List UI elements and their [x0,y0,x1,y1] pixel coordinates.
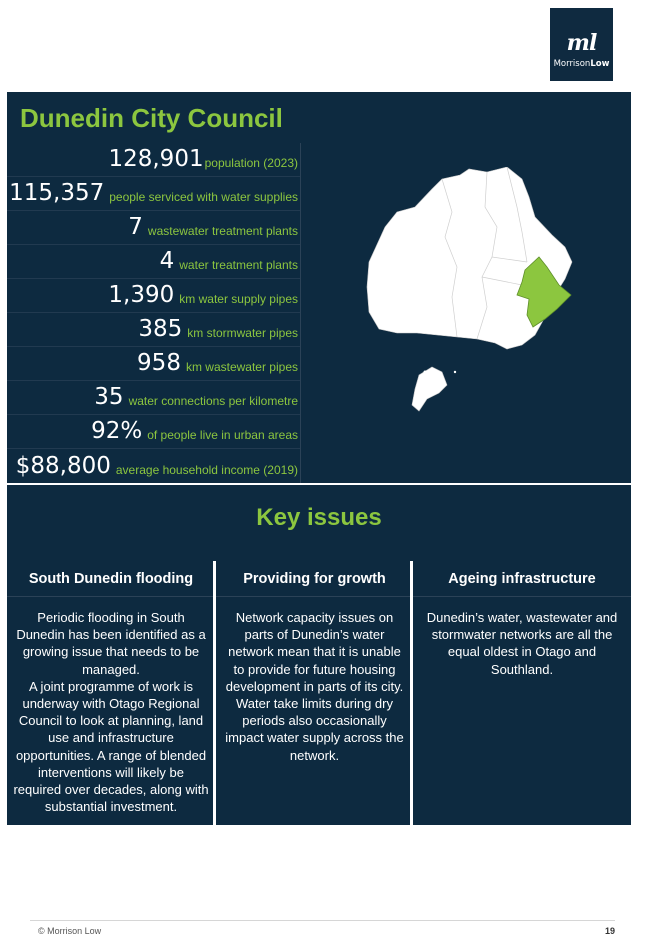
issue-column-flooding [7,561,215,825]
stat-label: people serviced with water supplies [109,190,298,204]
stat-label: km wastewater pipes [185,360,298,374]
issue-heading: Ageing infrastructure [413,561,631,597]
copyright-text: © Morrison Low [38,926,102,936]
logo-wordmark: MorrisonLow [553,59,610,69]
stat-value: 385 [138,316,183,342]
islet [454,371,456,373]
issue-paragraph: A joint programme of work is underway with Otago Regional Council to look at planning, land use and infrastructure opportunities. A range of blended interventions will likely be required over decades, along with substantial investment. [13,678,209,815]
stat-value: 35 [94,384,124,410]
stat-label: water treatment plants [179,258,298,272]
stat-label: population (2023) [204,156,298,170]
stat-row [7,347,300,381]
stat-row [7,279,300,313]
logo-mark: ml [566,30,597,56]
stat-row [7,211,300,245]
issues-grid [7,561,631,825]
issue-body [216,597,413,764]
key-issues-panel [7,485,631,825]
stat-row [7,313,300,347]
issue-body [413,597,631,678]
key-issues-title: Key issues [256,504,382,531]
stat-value: 7 [128,214,143,240]
dunedin-region-map [357,167,587,417]
issue-column-ageing [410,561,631,825]
stat-row [7,381,300,415]
council-overview-panel [7,92,631,483]
stat-value: 1,390 [108,282,175,308]
page-footer [30,920,615,936]
page-number: 19 [604,926,615,936]
issue-body [7,597,215,815]
issue-paragraph: Periodic flooding in South Dunedin has been identified as a growing issue that needs to be managed. [16,610,206,677]
stat-row [7,143,300,177]
stat-value: 128,901 [108,146,204,172]
issue-heading: Providing for growth [216,561,413,597]
morrison-low-logo [550,8,613,81]
island-shape [412,367,447,411]
issue-paragraph: Network capacity issues on parts of Dunedin’s water network mean that it is unable to provide for future housing development in parts of its city. Water take limits during dry periods also occasionally impact water supply across the network. [225,610,404,763]
stats-list [7,143,301,483]
islet [424,371,427,374]
stat-label: km water supply pipes [179,292,298,306]
stat-label: km stormwater pipes [187,326,298,340]
stat-row [7,177,300,211]
issue-heading: South Dunedin flooding [7,561,215,597]
stat-row [7,245,300,279]
council-title: Dunedin City Council [20,103,283,133]
stat-label: wastewater treatment plants [147,224,298,238]
stat-value: $88,800 [15,453,111,479]
stat-label: of people live in urban areas [147,428,298,442]
stat-value: 4 [159,248,175,274]
stat-row [7,415,300,449]
stat-row [7,449,300,483]
issue-column-growth [213,561,413,825]
stat-label: average household income (2019) [115,463,298,477]
stat-value: 958 [137,350,181,376]
stat-value: 115,357 [9,180,105,206]
stat-label: water connections per kilometre [128,394,298,408]
issue-paragraph: Dunedin’s water, wastewater and stormwater networks are all the equal oldest in Otago and Southland. [426,610,618,677]
stat-value: 92% [91,418,143,444]
